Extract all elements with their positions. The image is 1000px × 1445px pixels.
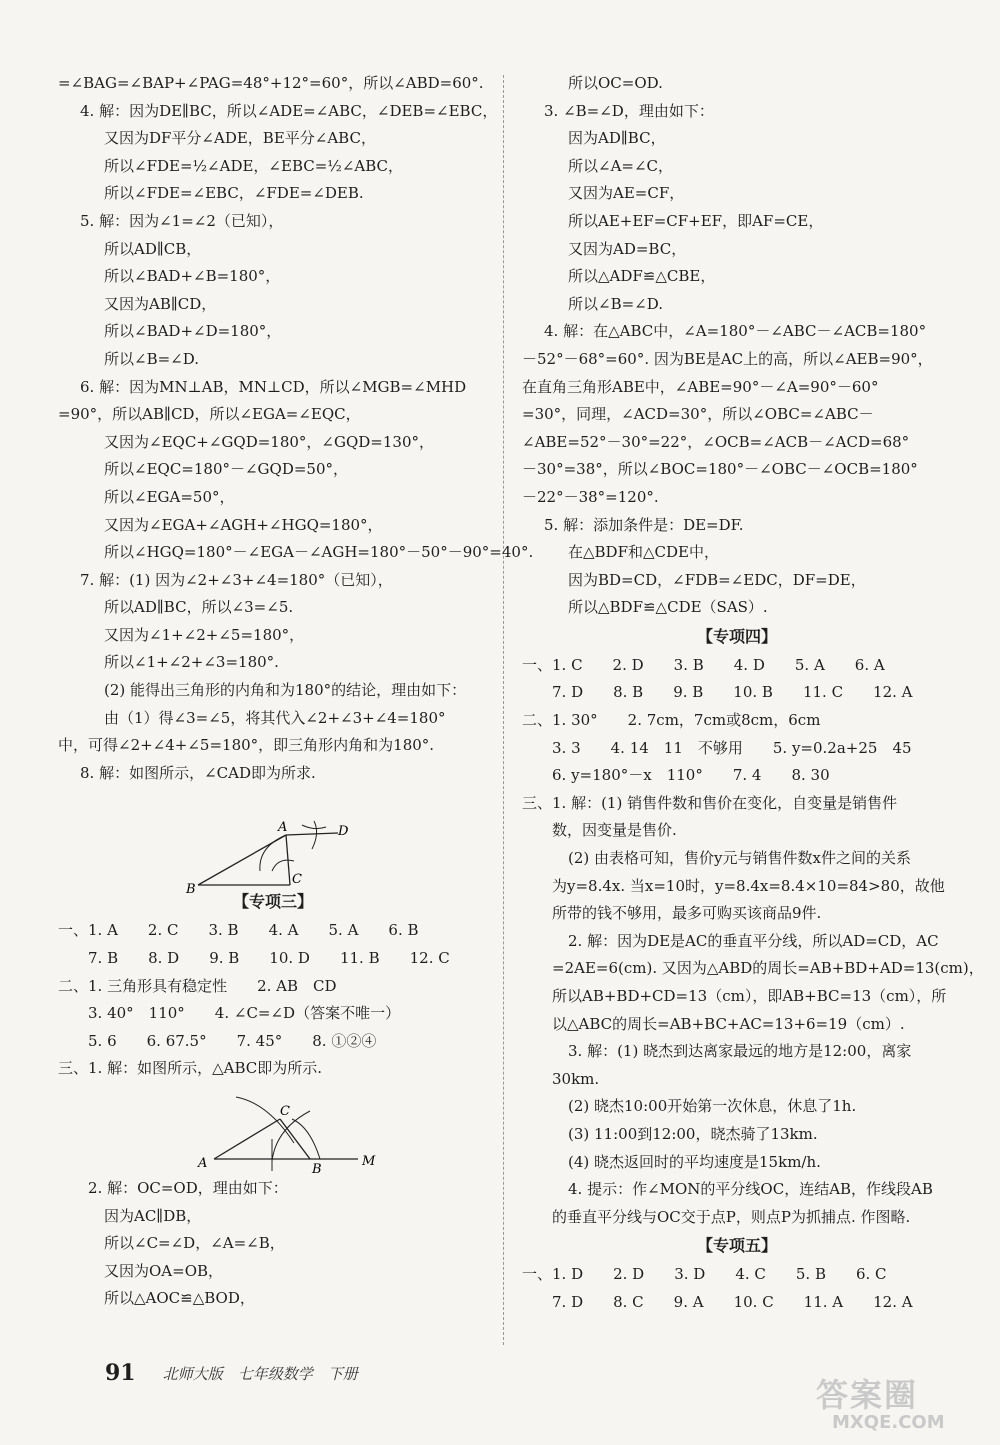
- right-text-block-3: [522, 1261, 952, 1316]
- text-line: 所以AD∥CB，: [104, 239, 202, 258]
- text-line: 4. 解：在△ABC中，∠A=180°－∠ABC－∠ACB=180°: [544, 322, 927, 341]
- text-line: 二、1. 30° 2. 7cm，7cm或8cm，6cm: [522, 711, 821, 730]
- label-B: B: [312, 1162, 322, 1177]
- text-line: 又因为∠EQC+∠GQD=180°，∠GQD=130°，: [104, 432, 435, 451]
- figure-angle-cad: [58, 787, 488, 898]
- text-line: 一、1. C 2. D 3. B 4. D 5. A 6. A: [522, 655, 885, 674]
- figure-triangle-abc-svg: [58, 1083, 488, 1175]
- text-line: 2. 解：OC=OD，理由如下：: [88, 1179, 288, 1197]
- section-heading-4: 【专项四】: [696, 626, 777, 646]
- text-line: 所以∠BAD+∠D=180°，: [104, 322, 282, 341]
- text-line: 所以△AOC≌△BOD，: [104, 1289, 255, 1308]
- text-line: 中，可得∠2+∠4+∠5=180°，即三角形内角和为180°.: [58, 736, 435, 755]
- figure-triangle-abc: [58, 1083, 488, 1175]
- text-line: (2) 由表格可知，售价y元与销售件数x件之间的关系: [568, 849, 911, 868]
- section-heading-5: 【专项五】: [696, 1236, 777, 1256]
- text-line: 6. 解：因为MN⊥AB，MN⊥CD，所以∠MGB=∠MHD: [80, 377, 467, 396]
- text-line: 所以∠C=∠D，∠A=∠B，: [104, 1234, 285, 1253]
- watermark: [812, 1370, 982, 1440]
- text-line: ∠ABE=52°－30°=22°，∠OCB=∠ACB－∠ACD=68°: [522, 432, 910, 451]
- text-line: 又因为AD=BC，: [568, 239, 687, 258]
- right-column: [522, 70, 984, 1317]
- page-footer: [105, 1360, 358, 1390]
- text-line: 6. y=180°－x 110° 7. 4 8. 30: [552, 766, 830, 785]
- text-line: 30km.: [552, 1069, 600, 1088]
- text-line: －30°=38°，所以∠BOC=180°－∠OBC－∠OCB=180°: [522, 460, 918, 479]
- text-line: 的垂直平分线与OC交于点P，则点P为抓捕点. 作图略.: [552, 1207, 911, 1226]
- text-line: 8. 解：如图所示，∠CAD即为所求.: [80, 763, 316, 782]
- text-line: 一、1. D 2. D 3. D 4. C 5. B 6. C: [522, 1265, 887, 1284]
- text-line: 所以△BDF≌△CDE（SAS）.: [568, 598, 768, 617]
- label-D: D: [338, 824, 349, 840]
- watermark-seal: 答案圈: [816, 1376, 919, 1414]
- text-line: 所以∠HGQ=180°－∠EGA－∠AGH=180°－50°－90°=40°.: [104, 543, 534, 562]
- text-line: 又因为DF平分∠ADE，BE平分∠ABC，: [104, 129, 376, 148]
- left-column: [58, 70, 534, 1313]
- book-info: 北师大版 七年级数学 下册: [162, 1364, 358, 1383]
- page-number: 91: [105, 1360, 136, 1386]
- text-line: 又因为AB∥CD，: [104, 294, 217, 313]
- text-line: 7. 解：(1) 因为∠2+∠3+∠4=180°（已知），: [80, 570, 393, 589]
- figure-angle-cad-svg: [58, 787, 488, 898]
- text-line: 三、1. 解：如图所示，△ABC即为所示.: [58, 1059, 322, 1078]
- text-line: 3. 40° 110° 4. ∠C=∠D（答案不唯一）: [88, 1004, 401, 1023]
- text-line: =∠BAG=∠BAP+∠PAG=48°+12°=60°，所以∠ABD=60°.: [58, 74, 484, 92]
- text-line: 为y=8.4x. 当x=10时，y=8.4x=8.4×10=84>80，故他: [552, 876, 945, 895]
- text-line: 4. 提示：作∠MON的平分线OC，连结AB，作线段AB: [568, 1180, 933, 1199]
- text-line: 所以△ADF≌△CBE，: [568, 267, 716, 286]
- text-line: 5. 解：添加条件是：DE=DF.: [544, 515, 744, 534]
- text-line: 所以∠BAD+∠B=180°，: [104, 267, 281, 286]
- text-line: 所以AD∥BC，所以∠3=∠5.: [104, 598, 294, 617]
- text-line: 又因为∠EGA+∠AGH+∠HGQ=180°，: [104, 515, 383, 534]
- text-line: 因为AC∥DB，: [104, 1206, 202, 1225]
- text-line: 又因为OA=OB，: [104, 1261, 224, 1280]
- label-M: M: [362, 1154, 376, 1169]
- text-line: 以△ABC的周长=AB+BC+AC=13+6=19（cm）.: [552, 1014, 905, 1033]
- text-line: 3. 3 4. 14 11 不够用 5. y=0.2a+25 45: [552, 738, 912, 757]
- text-line: 在直角三角形ABE中，∠ABE=90°－∠A=90°－60°: [522, 377, 879, 396]
- text-line: 所以∠B=∠D.: [104, 349, 199, 368]
- text-line: (2) 晓杰10:00开始第一次休息，休息了1h.: [568, 1097, 857, 1116]
- text-line: =30°，同理，∠ACD=30°，所以∠OBC=∠ABC－: [522, 405, 874, 424]
- text-line: (3) 11:00到12:00，晓杰骑了13km.: [568, 1124, 818, 1143]
- label-C: C: [292, 872, 302, 888]
- text-line: 所以∠1+∠2+∠3=180°.: [104, 653, 279, 672]
- text-line: 7. B 8. D 9. B 10. D 11. B 12. C: [88, 949, 450, 968]
- left-text-block-1: [58, 70, 534, 787]
- text-line: 3. ∠B=∠D，理由如下：: [544, 101, 714, 120]
- text-line: 所以∠FDE=∠EBC，∠FDE=∠DEB.: [104, 184, 364, 203]
- text-line: 在△BDF和△CDE中，: [568, 543, 719, 562]
- text-line: =2AE=6(cm). 又因为△ABD的周长=AB+BD+AD=13(cm)，: [552, 959, 984, 978]
- text-line: 所以∠EQC=180°－∠GQD=50°，: [104, 460, 349, 479]
- text-line: 7. D 8. B 9. B 10. B 11. C 12. A: [552, 683, 913, 702]
- text-line: 所以AE+EF=CF+EF，即AF=CE，: [568, 211, 824, 230]
- text-line: 3. 解：(1) 晓杰到达离家最远的地方是12:00，离家: [568, 1042, 912, 1061]
- label-A: A: [198, 1156, 208, 1171]
- section-heading-3: 【专项三】: [232, 892, 313, 912]
- label-A: A: [278, 820, 288, 836]
- text-line: (4) 晓杰返回时的平均速度是15km/h.: [568, 1152, 821, 1171]
- right-text-block-2: [522, 652, 984, 1231]
- text-line: 所以AB+BD+CD=13（cm），即AB+BC=13（cm），所: [552, 987, 947, 1005]
- text-line: 一、1. A 2. C 3. B 4. A 5. A 6. B: [58, 921, 419, 940]
- left-text-block-2: [58, 917, 488, 1083]
- text-line: 5. 解：因为∠1=∠2（已知），: [80, 211, 284, 230]
- text-line: 又因为AE=CF，: [568, 184, 685, 203]
- text-line: 又因为∠1+∠2+∠5=180°，: [104, 625, 305, 644]
- text-line: 二、1. 三角形具有稳定性 2. AB CD: [58, 976, 337, 995]
- text-line: 因为AD∥BC，: [568, 129, 666, 148]
- text-line: 所带的钱不够用，最多可购买该商品9件.: [552, 904, 822, 923]
- text-line: (2) 能得出三角形的内角和为180°的结论，理由如下：: [104, 681, 467, 700]
- text-line: －52°－68°=60°. 因为BE是AC上的高，所以∠AEB=90°，: [522, 349, 933, 368]
- right-text-block-1: [522, 70, 952, 622]
- text-line: 因为BD=CD，∠FDB=∠EDC，DF=DE，: [568, 570, 866, 589]
- text-line: 所以∠A=∠C，: [568, 156, 674, 175]
- text-line: 7. D 8. C 9. A 10. C 11. A 12. A: [552, 1292, 913, 1311]
- text-line: －22°－38°=120°.: [522, 487, 659, 506]
- text-line: 所以OC=OD.: [568, 74, 663, 92]
- text-line: 所以∠B=∠D.: [568, 294, 663, 313]
- text-line: =90°，所以AB∥CD，所以∠EGA=∠EQC，: [58, 405, 361, 424]
- text-line: 所以∠FDE=½∠ADE，∠EBC=½∠ABC，: [104, 156, 404, 175]
- text-line: 所以∠EGA=50°，: [104, 487, 235, 506]
- text-line: 三、1. 解：(1) 销售件数和售价在变化，自变量是销售件: [522, 793, 898, 812]
- label-C: C: [280, 1104, 290, 1119]
- text-line: 4. 解：因为DE∥BC，所以∠ADE=∠ABC，∠DEB=∠EBC，: [80, 101, 498, 120]
- text-line: 2. 解：因为DE是AC的垂直平分线，所以AD=CD，AC: [568, 931, 939, 950]
- text-line: 由（1）得∠3=∠5，将其代入∠2+∠3+∠4=180°: [104, 708, 446, 727]
- watermark-url: MXQE.COM: [832, 1412, 945, 1433]
- left-text-block-3: [58, 1175, 488, 1313]
- column-divider: [503, 75, 504, 1345]
- text-line: 5. 6 6. 67.5° 7. 45° 8. ①②④: [88, 1031, 377, 1050]
- label-B: B: [186, 882, 196, 898]
- text-line: 数，因变量是售价.: [552, 821, 677, 840]
